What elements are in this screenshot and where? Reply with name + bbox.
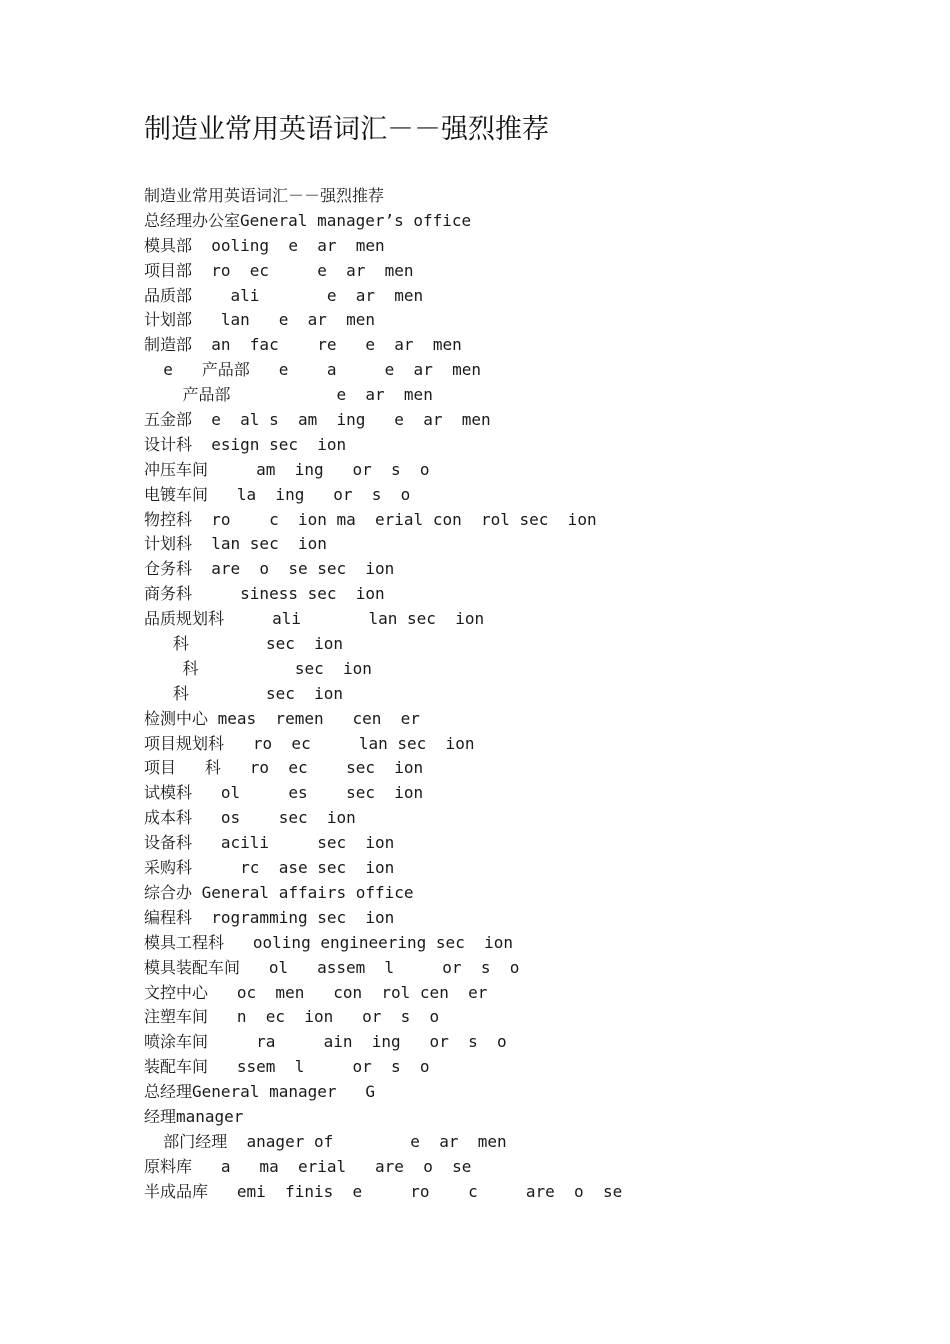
vocabulary-line: 设计科 esign sec ion (144, 434, 347, 454)
vocabulary-line: 检测中心 meas remen cen er (144, 708, 420, 728)
vocabulary-line: e 产品部 e a e ar men (144, 360, 481, 380)
vocabulary-line: 计划部 lan e ar men (144, 310, 376, 330)
vocabulary-list (144, 184, 924, 1205)
vocabulary-line: 总经理办公室General manager’s office (144, 210, 472, 230)
vocabulary-line: 喷涂车间 ra ain ing or s o (144, 1032, 507, 1052)
vocabulary-line: 项目 科 ro ec sec ion (144, 758, 424, 778)
vocabulary-line: 部门经理 anager of e ar men (144, 1131, 507, 1151)
vocabulary-line: 原料库 a ma erial are o se (144, 1156, 472, 1176)
document-subtitle-line: 制造业常用英语词汇－－强烈推荐 (144, 186, 385, 205)
vocabulary-line: 商务科 siness sec ion (144, 584, 385, 604)
vocabulary-line: 计划科 lan sec ion (144, 534, 327, 554)
vocabulary-line: 冲压车间 am ing or s o (144, 459, 430, 479)
vocabulary-line: 品质规划科 ali lan sec ion (144, 609, 485, 629)
vocabulary-line: 电镀车间 la ing or s o (144, 484, 411, 504)
vocabulary-line: 科 sec ion (144, 683, 344, 703)
vocabulary-line: 科 sec ion (144, 634, 344, 654)
vocabulary-line: 品质部 ali e ar men (144, 285, 424, 305)
vocabulary-line: 装配车间 ssem l or s o (144, 1057, 430, 1077)
vocabulary-line: 模具工程科 ooling engineering sec ion (144, 932, 513, 952)
vocabulary-line: 物控科 ro c ion ma erial con rol sec ion (144, 509, 597, 529)
vocabulary-line: 产品部 e ar men (144, 385, 433, 405)
vocabulary-line: 模具部 ooling e ar men (144, 235, 385, 255)
vocabulary-line: 经理manager (144, 1106, 244, 1126)
vocabulary-line: 项目部 ro ec e ar men (144, 260, 414, 280)
vocabulary-line: 编程科 rogramming sec ion (144, 907, 395, 927)
vocabulary-line: 文控中心 oc men con rol cen er (144, 982, 488, 1002)
vocabulary-line: 采购科 rc ase sec ion (144, 858, 395, 878)
vocabulary-line: 总经理General manager G (144, 1082, 376, 1102)
vocabulary-line: 仓务科 are o se sec ion (144, 559, 395, 579)
vocabulary-line: 项目规划科 ro ec lan sec ion (144, 733, 475, 753)
vocabulary-line: 设备科 acili sec ion (144, 833, 395, 853)
vocabulary-line: 五金部 e al s am ing e ar men (144, 410, 491, 430)
vocabulary-line: 注塑车间 n ec ion or s o (144, 1007, 440, 1027)
vocabulary-line: 半成品库 emi finis e ro c are o se (144, 1181, 623, 1201)
vocabulary-line: 科 sec ion (144, 658, 372, 678)
document-title: 制造业常用英语词汇－－强烈推荐 (144, 114, 549, 145)
vocabulary-line: 综合办 General affairs office (144, 882, 414, 902)
vocabulary-line: 模具装配车间 ol assem l or s o (144, 957, 520, 977)
vocabulary-line: 成本科 os sec ion (144, 808, 356, 828)
vocabulary-line: 试模科 ol es sec ion (144, 783, 424, 803)
vocabulary-line: 制造部 an fac re e ar men (144, 335, 462, 355)
